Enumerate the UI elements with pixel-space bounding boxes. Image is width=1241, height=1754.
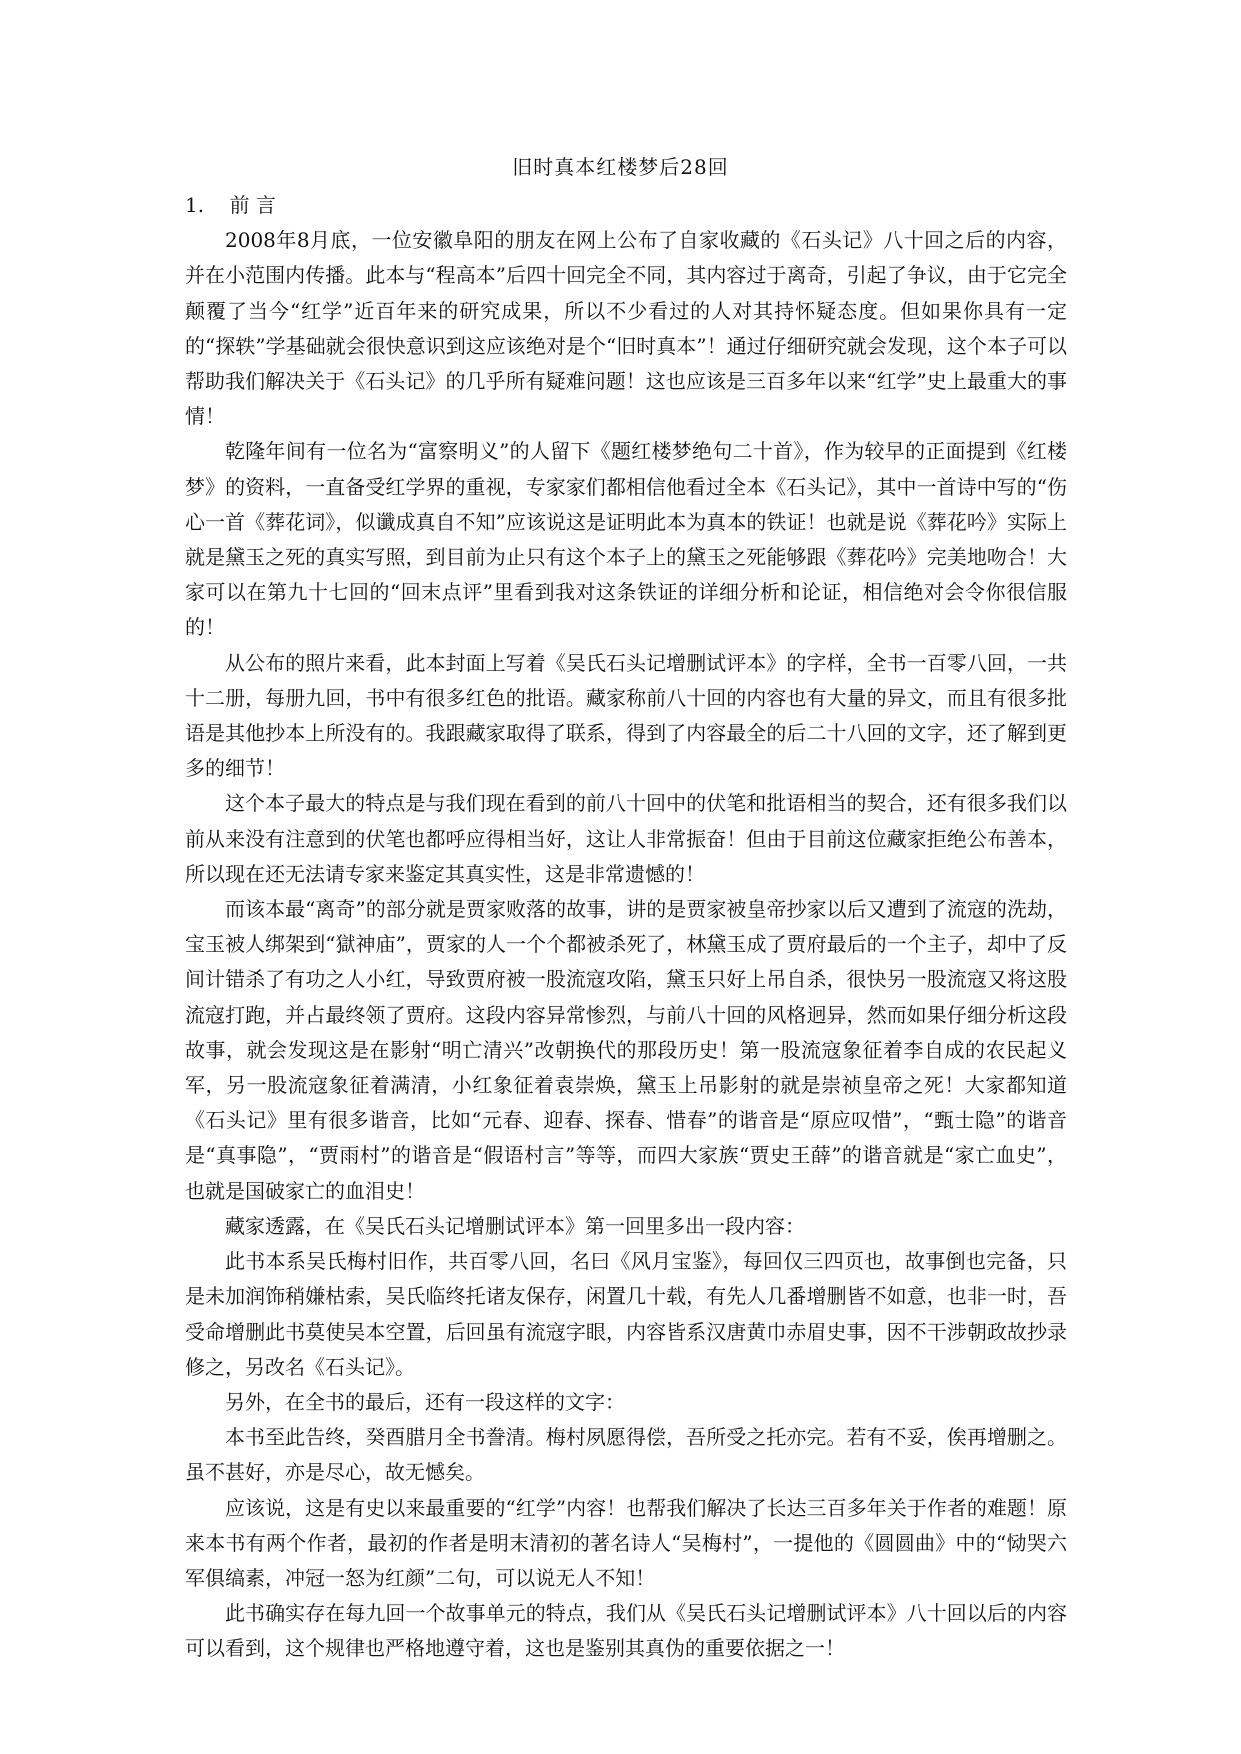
paragraph-5: 而该本最“离奇”的部分就是贾家败落的故事，讲的是贾家被皇帝抄家以后又遭到了流寇的洗劫，宝玉被人绑架到“獄神庙”，贾家的人一个个都被杀死了，林黛玉成了贾府最后的一个主子，却中了反间计错杀了有功之人小红，导致贾府被一股流寇攻陷，黛玉只好上吊自杀，很快另一股流寇又将这股流寇打跑，并占最终领了贾府。这段内容异常惨烈，与前八十回的风格迥异，然而如果仔细分析这段故事，就会发现这是在影射“明亡清兴”改朝换代的那段历史！第一股流寇象征着李自成的农民起义军，另一股流寇象征着满清，小红象征着袁崇焕，黛玉上吊影射的就是崇祯皇帝之死！大家都知道《石头记》里有很多谐音，比如“元春、迎春、探春、惜春”的谐音是“原应叹惜”，“甄士隐”的谐音是“真事隐”，“贾雨村”的谐音是“假语村言”等等，而四大家族“贾史王薛”的谐音就是“家亡血史”，也就是国破家亡的血泪史！ [185, 897, 1067, 1203]
paragraph-2: 乾隆年间有一位名为“富察明义”的人留下《题红楼梦绝句二十首》，作为较早的正面提到《红楼梦》的资料，一直备受红学界的重视，专家家们都相信他看过全本《石头记》，其中一首诗中写的“伤心一首《葬花词》，似谶成真自不知”应该说这是证明此本为真本的铁证！也就是说《葬花吟》实际上就是黛玉之死的真实写照，到目前为止只有这个本子上的黛玉之死能够跟《葬花吟》完美地吻合！大家可以在第九十七回的“回末点评”里看到我对这条铁证的详细分析和论证，相信绝对会令你很信服的！ [185, 439, 1067, 640]
section-heading: 1. 前 言 [185, 193, 276, 217]
document-body [185, 188, 1067, 1667]
paragraph-11: 此书确实存在每九回一个故事单元的特点，我们从《吴氏石头记增删试评本》八十回以后的内容可以看到，这个规律也严格地遵守着，这也是鉴别其真伪的重要依据之一！ [185, 1601, 1067, 1661]
paragraph-1: 2008年8月底，一位安徽阜阳的朋友在网上公布了自家收藏的《石头记》八十回之后的内容，并在小范围内传播。此本与“程高本”后四十回完全不同，其内容过于离奇，引起了争议，由于它完全颠覆了当今“红学”近百年来的研究成果，所以不少看过的人对其持怀疑态度。但如果你具有一定的“探轶”学基础就会很快意识到这应该绝对是个“旧时真本”！通过仔细研究就会发现，这个本子可以帮助我们解决关于《石头记》的几乎所有疑难问题！这也应该是三百多年以来“红学”史上最重大的事情！ [185, 228, 1067, 429]
paragraph-4: 这个本子最大的特点是与我们现在看到的前八十回中的伏笔和批语相当的契合，还有很多我们以前从来没有注意到的伏笔也都呼应得相当好，这让人非常振奋！但由于目前这位藏家拒绝公布善本，所以现在还无法请专家来鉴定其真实性，这是非常遗憾的！ [185, 791, 1067, 886]
paragraph-9: 本书至此告终，癸酉腊月全书誊清。梅村夙愿得偿，吾所受之托亦完。若有不妥，俟再增删之。虽不甚好，亦是尽心，故无憾矣。 [185, 1425, 1067, 1485]
paragraph-7: 此书本系吴氏梅村旧作，共百零八回，名曰《风月宝鉴》，每回仅三四页也，故事倒也完备，只是未加润饰稍嫌枯索，吴氏临终托诸友保存，闲置几十载，有先人几番增删皆不如意，也非一时，吾受命增删此书莫使吴本空置，后回虽有流寇字眼，内容皆系汉唐黄巾赤眉史事，因不干涉朝政故抄录修之，另改名《石头记》。 [185, 1249, 1067, 1379]
paragraph-3: 从公布的照片来看，此本封面上写着《吴氏石头记增删试评本》的字样，全书一百零八回，一共十二册，每册九回，书中有很多红色的批语。藏家称前八十回的内容也有大量的异文，而且有很多批语是其他抄本上所没有的。我跟藏家取得了联系，得到了内容最全的后二十八回的文字，还了解到更多的细节！ [185, 650, 1067, 781]
document-title: 旧时真本红楼梦后28回 [512, 155, 729, 179]
paragraph-8: 另外，在全书的最后，还有一段这样的文字： [225, 1389, 625, 1414]
paragraph-10: 应该说，这是有史以来最重要的“红学”内容！也帮我们解决了长达三百多年关于作者的难题！原来本书有两个作者，最初的作者是明末清初的著名诗人“吴梅村”，一提他的《圆圆曲》中的“恸哭六军俱缟素，冲冠一怒为红颜”二句，可以说无人不知！ [185, 1495, 1067, 1590]
paragraph-6: 藏家透露，在《吴氏石头记增删试评本》第一回里多出一段内容： [225, 1213, 805, 1238]
